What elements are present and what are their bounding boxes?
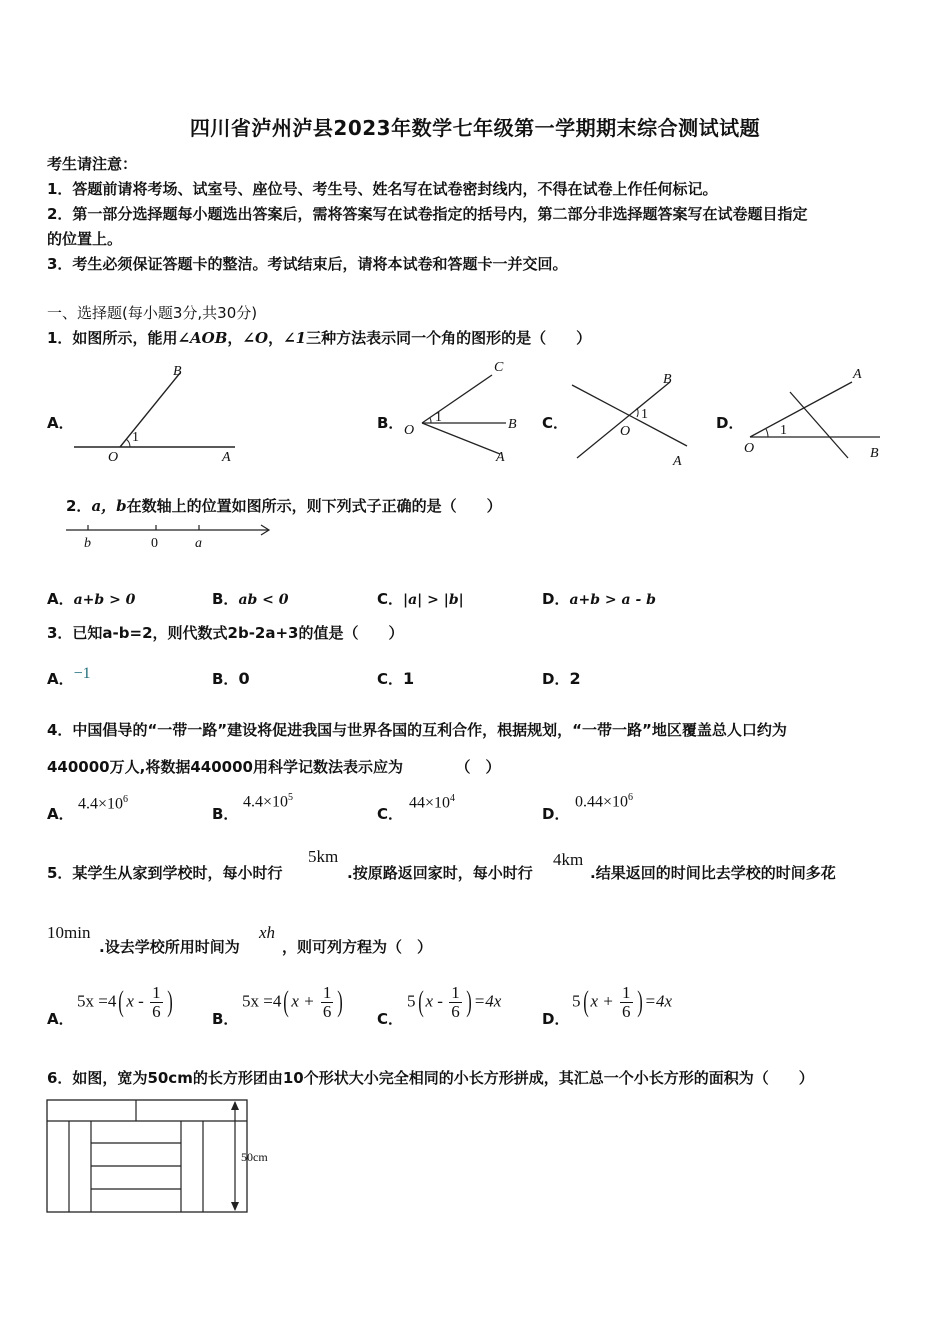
q5a-den: 6 [152,1001,161,1021]
q1-angle-o: ∠O [242,329,269,347]
q4b-exp: 5 [288,792,294,803]
question-4-line-1: 4．中国倡导的“一带一路”建设将促进我国与世界各国的互利合作，根据规划，“一带一路”地区覆盖总人口约为 [47,721,787,739]
q1c-label-o: O [620,424,631,439]
q5d-num: 1 [622,983,631,1002]
q1d-label-b: B [870,446,879,461]
q2d-expr: a+b > a - b [569,592,656,608]
q2-axis-b: b [84,536,91,551]
q6-dimension-label: 50cm [241,1150,268,1164]
q5-time: 10min [47,923,91,942]
q1-angle-1: ∠1 [283,329,307,347]
q2b-label: B． [212,590,239,608]
q5c-den: 6 [451,1001,460,1021]
q2-option-b[interactable] [212,588,289,609]
q5b-equation: 5x =4( x + $\frac{1}{6}$ ) [242,983,344,1021]
q1b-label-b: B [508,417,517,432]
q3b-label: B． [212,670,239,688]
q5b-inner: x + [291,991,319,1011]
q2-vars: a，b [91,497,127,515]
q3-option-c[interactable] [377,668,414,689]
q5a-equation: 5x =4( x - $\frac{1}{6}$ ) [77,983,173,1021]
q1-figure-b [400,355,525,465]
q4-option-d[interactable]: D． [542,805,570,823]
q6-figure [45,1096,285,1218]
q2c-expr: |a| > |b| [403,592,464,608]
q2d-label: D． [542,590,570,608]
q1-figure-c [565,365,700,470]
q5c-right: =4x [473,991,502,1011]
q5d-den: 6 [622,1001,631,1021]
q1c-label-b: B [663,372,672,387]
q5d-right: =4x [644,991,673,1011]
q4c-base: 44×10 [409,794,451,812]
q4b-expr [243,792,293,811]
q5c-num: 1 [451,983,460,1002]
q4d-exp: 6 [628,792,634,803]
q2-option-d[interactable] [542,588,656,609]
q1-option-c[interactable]: C． [542,414,569,432]
q5-option-d[interactable]: D． [542,1010,570,1028]
q5-option-a[interactable]: A． [47,1010,74,1028]
q3-option-a[interactable] [47,665,91,689]
q5-var: xh [259,923,276,942]
q4b-base: 4.4×10 [243,793,289,811]
question-4-line-2: 440000万人,将数据440000用科学记数法表示应为 （ ） [47,758,501,776]
q5d-left: 5 [572,991,581,1011]
q3d-label: D． [542,670,570,688]
q1c-label-a: A [673,454,682,469]
q1-prefix: 1．如图所示，能用 [47,329,178,347]
q5-part-5: ，则可列方程为（ ） [282,938,433,956]
q4a-expr [78,794,128,813]
q2-number-line [62,520,277,552]
q2a-expr: a+b > 0 [73,592,136,608]
notice-heading: 考生请注意： [47,155,138,173]
notice-item-2: 2．第一部分选择题每小题选出答案后，需将答案写在试卷指定的括号内，第二部分非选择题答案写在试卷题目指定 [47,205,808,223]
question-1 [47,327,591,348]
q1a-label-a: A [222,450,231,465]
q2-axis-a: a [195,536,202,551]
q3b-value: 0 [238,669,250,688]
q2-option-c[interactable] [377,588,464,609]
q4c-expr [409,793,455,812]
q5b-left: 5x =4 [242,991,282,1011]
q1a-label-b: B [173,364,182,379]
q4a-base: 4.4×10 [78,795,124,813]
q3-option-d[interactable] [542,668,581,689]
q5a-inner: x - [126,991,149,1011]
notice-item-2-cont: 的位置上。 [47,230,123,248]
question-2 [66,495,502,516]
q4-option-a[interactable]: A． [47,805,74,823]
section-heading: 一、选择题(每小题3分,共30分) [47,304,258,322]
q2-prefix: 2． [66,497,92,515]
q4d-expr [575,792,633,811]
q1c-label-1: 1 [641,407,648,422]
q4a-exp: 6 [123,794,129,805]
notice-item-3: 3．考生必须保证答题卡的整洁。考试结束后，请将本试卷和答题卡一并交回。 [47,255,568,273]
q5b-num: 1 [322,983,332,1002]
q1a-label-o: O [108,450,119,465]
q1b-label-1: 1 [435,410,442,425]
q5-option-b[interactable]: B． [212,1010,239,1028]
q3c-label: C． [377,670,404,688]
q1b-label-c: C [494,360,504,375]
question-3: 3．已知a-b=2，则代数式2b-2a+3的值是（ ） [47,624,404,642]
q1b-label-a: A [496,450,505,465]
q5d-equation: 5( x + $\frac{1}{6}$ ) =4x [572,983,673,1021]
q5d-inner: x + [590,991,619,1011]
q1-option-b[interactable]: B． [377,414,404,432]
q1-figure-d [740,362,890,467]
q5-speed-1: 5km [308,847,339,866]
q5a-num: 1 [152,983,161,1002]
q3-option-b[interactable] [212,668,250,689]
q1-angle-aob: ∠AOB [177,329,228,347]
q2c-label: C． [377,590,404,608]
q3c-value: 1 [403,669,415,688]
q3d-value: 2 [569,669,581,688]
q5-option-c[interactable]: C． [377,1010,404,1028]
q5c-inner: x - [425,991,448,1011]
q2a-label: A． [47,590,74,608]
q2-option-a[interactable] [47,588,135,609]
q5c-equation: 5( x - $\frac{1}{6}$ ) =4x [407,983,502,1021]
q1-sep-1: ， [227,329,243,347]
q1-suffix: 三种方法表示同一个角的图形的是（ ） [306,329,592,347]
q2-suffix: 在数轴上的位置如图所示，则下列式子正确的是（ ） [126,497,502,515]
q4-option-c[interactable]: C． [377,805,404,823]
q1d-label-1: 1 [780,423,787,438]
q5-part-1: 5．某学生从家到学校时，每小时行 [47,864,283,882]
q2-axis-0: 0 [151,536,158,551]
q1-sep-2: ， [268,329,284,347]
q4-option-b[interactable]: B． [212,805,239,823]
q5c-left: 5 [407,991,416,1011]
q5-speed-2: 4km [553,850,584,869]
q5-part-2: .按原路返回家时，每小时行 [347,864,533,882]
q5a-left: 5x =4 [77,991,117,1011]
page-title: 四川省泸州泸县2023年数学七年级第一学期期末综合测试试题 [189,116,761,140]
q2b-expr: ab < 0 [238,592,289,608]
q5-part-3: .结果返回的时间比去学校的时间多花 [590,864,836,882]
q1-option-d[interactable]: D． [716,414,744,432]
q4c-exp: 4 [450,793,456,804]
q1d-label-a: A [853,367,862,382]
q1d-label-o: O [744,441,755,456]
q1-figure-a [70,360,240,465]
q5-part-4: .设去学校所用时间为 [99,938,240,956]
q5b-den: 6 [322,1001,332,1021]
question-6: 6．如图，宽为50cm的长方形团由10个形状大小完全相同的小长方形拼成，其汇总一个小长方形的面积为（ ） [47,1069,814,1087]
q3a-value: −1 [73,665,91,682]
q1-option-a[interactable]: A． [47,414,74,432]
q1a-label-1: 1 [132,430,139,445]
notice-item-1: 1．答题前请将考场、试室号、座位号、考生号、姓名写在试卷密封线内，不得在试卷上作任何标记。 [47,180,718,198]
q4d-base: 0.44×10 [575,793,629,811]
q1b-label-o: O [404,423,415,438]
q3a-label: A． [47,670,74,688]
